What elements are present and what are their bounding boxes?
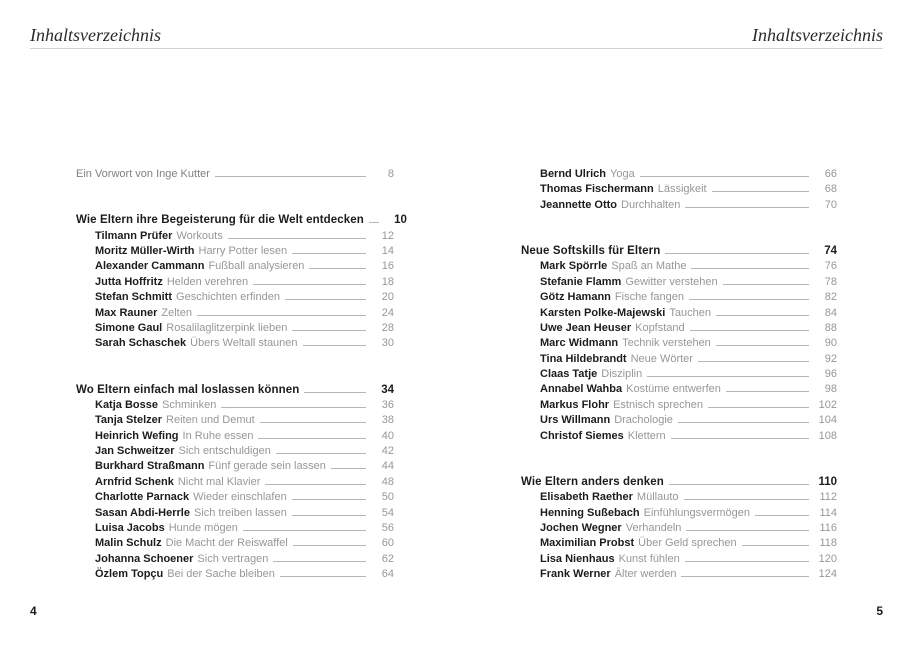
entry-topic: Sich treiben lassen: [193, 506, 287, 519]
toc-entry-row: [76, 413, 394, 428]
page-number: 36: [381, 398, 394, 411]
page-number: 12: [381, 229, 394, 242]
page-number: 108: [818, 429, 837, 442]
leader-line: [665, 252, 809, 254]
toc-entry-row: [521, 259, 837, 274]
section-title: Wo Eltern einfach mal loslassen können: [76, 383, 300, 396]
leader-line: [678, 421, 809, 423]
page-number: 88: [824, 321, 837, 334]
page-number: 116: [819, 522, 837, 535]
toc-entry-row: [76, 321, 394, 336]
toc-column-left: [76, 167, 407, 583]
page-number: 76: [824, 260, 837, 273]
entry-author: Tanja Stelzer: [95, 414, 163, 427]
page-number: 38: [381, 414, 394, 427]
page-number: 14: [381, 244, 394, 257]
leader-line: [243, 529, 366, 531]
page-number: 82: [824, 291, 837, 304]
entry-topic: Yoga: [610, 168, 635, 180]
entry-topic: Geschichten erfinden: [176, 291, 280, 304]
entry-topic: Reiten und Demut: [166, 414, 255, 427]
entry-author: Sasan Abdi-Herrle: [95, 506, 190, 519]
entry-author: Annabel Wahba: [540, 383, 623, 396]
entry-author: Malin Schulz: [95, 537, 162, 550]
entry-topic: Hunde mögen: [168, 522, 238, 535]
entry-topic: Neue Wörter: [630, 352, 693, 365]
page-number: 20: [381, 291, 394, 304]
toc-entry-row: [521, 352, 837, 367]
toc-section-row: [521, 475, 837, 490]
leader-line: [716, 314, 809, 316]
entry-author: Arnfrid Schenk: [95, 475, 174, 488]
toc-entry-row: [76, 259, 394, 274]
page-number: 114: [819, 506, 837, 519]
page-number: 98: [824, 383, 837, 396]
page-number: 8: [387, 168, 394, 180]
toc-entry-row: [76, 306, 394, 321]
page-number: 112: [819, 491, 837, 504]
page-number: 70: [824, 198, 837, 211]
toc-entry-row: [521, 382, 837, 397]
toc-section-row: [521, 244, 837, 259]
toc-entry-row: [521, 275, 837, 290]
entry-author: Burkhard Straßmann: [95, 460, 205, 473]
page-number: 110: [818, 475, 837, 488]
leader-line: [742, 544, 809, 546]
page-number: 10: [394, 214, 407, 227]
leader-line: [684, 498, 810, 500]
page-number: 124: [818, 568, 837, 581]
leader-line: [671, 437, 809, 439]
page-number: 42: [381, 445, 394, 458]
entry-topic: Schminken: [161, 398, 217, 411]
page-number: 120: [818, 552, 837, 565]
toc-entry-row: [521, 167, 837, 182]
entry-author: Stefanie Flamm: [540, 275, 622, 288]
page-number: 44: [381, 460, 394, 473]
page-number: 62: [381, 552, 394, 565]
leader-line: [273, 560, 366, 562]
page-number: 18: [381, 275, 394, 288]
toc-entry-row: [76, 229, 394, 244]
entry-author: Tina Hildebrandt: [540, 352, 627, 365]
entry-topic: Die Macht der Reiswaffel: [165, 537, 288, 550]
entry-author: Jutta Hoffritz: [95, 275, 163, 288]
entry-author: Özlem Topçu: [95, 568, 164, 581]
page-number: 90: [824, 337, 837, 350]
leader-line: [260, 421, 366, 423]
toc-entry-row: [76, 506, 394, 521]
leader-line: [712, 190, 809, 192]
entry-topic: Bei der Sache bleiben: [167, 568, 275, 581]
leader-line: [685, 560, 809, 562]
entry-author: Charlotte Parnack: [95, 491, 190, 504]
toc-entry-row: [76, 521, 394, 536]
page-number: 28: [381, 321, 394, 334]
page-number: 66: [824, 168, 837, 180]
page-number: 34: [381, 383, 394, 396]
entry-author: Karsten Polke-Majewski: [540, 306, 666, 319]
entry-topic: Nicht mal Klavier: [177, 475, 261, 488]
entry-topic: Tauchen: [669, 306, 711, 319]
leader-line: [331, 467, 366, 469]
toc-entry-row: [521, 398, 837, 413]
page-number: 50: [381, 491, 394, 504]
entry-author: Sarah Schaschek: [95, 337, 187, 350]
leader-line: [755, 514, 809, 516]
toc-entry-row: [76, 459, 394, 474]
entry-author: Maximilian Probst: [540, 537, 635, 550]
entry-topic: Fische fangen: [614, 291, 685, 304]
entry-author: Götz Hamann: [540, 291, 611, 304]
page-number: 84: [824, 306, 837, 319]
leader-line: [681, 575, 809, 577]
toc-entry-row: [521, 367, 837, 382]
toc-entry-row: [521, 429, 837, 444]
entry-author: Mark Spörrle: [540, 260, 608, 273]
toc-entry-row: [76, 475, 394, 490]
entry-topic: Klettern: [627, 429, 666, 442]
leader-line: [686, 529, 809, 531]
toc-entry-row: [521, 182, 837, 197]
page-number: 118: [819, 537, 837, 550]
entry-author: Urs Willmann: [540, 414, 611, 427]
entry-topic: Übers Weltall staunen: [190, 337, 298, 350]
entry-author: Tilmann Prüfer: [95, 229, 173, 242]
page-number: 30: [381, 337, 394, 350]
page-number: 60: [381, 537, 394, 550]
toc-entry-row: [76, 536, 394, 551]
toc-entry-row: [521, 413, 837, 428]
section-title: Wie Eltern anders denken: [521, 475, 664, 488]
toc-entry-row: [76, 244, 394, 259]
leader-line: [292, 514, 366, 516]
page-number: 78: [824, 275, 837, 288]
entry-author: Johanna Schoener: [95, 552, 194, 565]
page-number: 40: [381, 429, 394, 442]
entry-author: Bernd Ulrich: [540, 168, 607, 180]
folio-left: 4: [30, 604, 37, 618]
entry-author: Heinrich Wefing: [95, 429, 179, 442]
page-number: 24: [381, 306, 394, 319]
entry-topic: Rosalilaglitzerpink lieben: [166, 321, 288, 334]
entry-topic: Älter werden: [614, 568, 677, 581]
entry-author: Max Rauner: [95, 306, 158, 319]
page-number: 102: [818, 398, 837, 411]
toc-entry-row: [521, 567, 837, 582]
entry-topic: Disziplin: [601, 368, 643, 381]
entry-author: Marc Widmann: [540, 337, 619, 350]
page-number: 104: [818, 414, 837, 427]
leader-line: [309, 267, 366, 269]
leader-line: [669, 483, 809, 485]
entry-topic: Helden verehren: [166, 275, 249, 288]
page-number: 16: [381, 260, 394, 273]
leader-line: [647, 375, 809, 377]
entry-topic: Verhandeln: [625, 522, 682, 535]
entry-author: Jochen Wegner: [540, 522, 622, 535]
leader-line: [303, 344, 366, 346]
entry-topic: Harry Potter lesen: [198, 244, 288, 257]
entry-topic: Über Geld sprechen: [638, 537, 737, 550]
entry-author: Christof Siemes: [540, 429, 624, 442]
leader-line: [369, 221, 379, 223]
page-title-left: Inhaltsverzeichnis: [30, 25, 161, 45]
leader-line: [708, 406, 809, 408]
toc-entry-row: [521, 536, 837, 551]
entry-author: Markus Flohr: [540, 398, 610, 411]
toc-entry-row: [521, 336, 837, 351]
toc-entry-row: [521, 198, 837, 213]
entry-topic: Estnisch sprechen: [613, 398, 703, 411]
entry-topic: Lässigkeit: [657, 183, 707, 196]
entry-topic: In Ruhe essen: [182, 429, 254, 442]
toc-preface-row: [76, 167, 394, 182]
entry-topic: Kostüme entwerfen: [626, 383, 721, 396]
leader-line: [285, 298, 366, 300]
entry-author: Uwe Jean Heuser: [540, 321, 632, 334]
section-title: Neue Softskills für Eltern: [521, 244, 661, 257]
page-title-right: Inhaltsverzeichnis: [752, 25, 883, 45]
leader-line: [292, 329, 366, 331]
page-number: 96: [824, 368, 837, 381]
leader-line: [689, 298, 809, 300]
toc-entry-row: [76, 552, 394, 567]
entry-topic: Technik verstehen: [622, 337, 711, 350]
page-number: 48: [381, 475, 394, 488]
section-title: Wie Eltern ihre Begeisterung für die Welt entdecken: [76, 214, 364, 227]
entry-author: Moritz Müller-Wirth: [95, 244, 195, 257]
preface-text: Ein Vorwort von Inge Kutter: [76, 168, 210, 180]
leader-line: [691, 267, 809, 269]
page-header: [30, 26, 883, 49]
toc-entry-row: [76, 429, 394, 444]
entry-topic: Durchhalten: [621, 198, 681, 211]
entry-topic: Einfühlungsvermögen: [643, 506, 751, 519]
toc-entry-row: [76, 398, 394, 413]
folio-right: 5: [876, 604, 883, 618]
leader-line: [640, 175, 809, 177]
toc-entry-row: [521, 321, 837, 336]
entry-topic: Spaß an Mathe: [611, 260, 687, 273]
entry-author: Luisa Jacobs: [95, 522, 165, 535]
entry-author: Henning Sußebach: [540, 506, 640, 519]
leader-line: [215, 175, 366, 177]
entry-topic: Zelten: [161, 306, 192, 319]
leader-line: [726, 390, 809, 392]
entry-topic: Fünf gerade sein lassen: [208, 460, 326, 473]
entry-author: Frank Werner: [540, 568, 611, 581]
toc-entry-row: [521, 552, 837, 567]
entry-author: Claas Tatje: [540, 368, 598, 381]
leader-line: [685, 206, 809, 208]
page-number: 92: [824, 352, 837, 365]
leader-line: [293, 544, 366, 546]
leader-line: [228, 237, 366, 239]
page-number: 56: [381, 522, 394, 535]
toc-entry-row: [521, 306, 837, 321]
toc-entry-row: [76, 444, 394, 459]
leader-line: [253, 283, 366, 285]
leader-line: [292, 252, 366, 254]
entry-topic: Fußball analysieren: [208, 260, 305, 273]
toc-section-row: [76, 383, 394, 398]
entry-author: Lisa Nienhaus: [540, 552, 615, 565]
toc-entry-row: [521, 506, 837, 521]
toc-entry-row: [76, 567, 394, 582]
page-number: 68: [824, 183, 837, 196]
toc-entry-row: [76, 290, 394, 305]
entry-topic: Sich vertragen: [197, 552, 269, 565]
leader-line: [690, 329, 809, 331]
entry-topic: Drachologie: [614, 414, 673, 427]
entry-author: Simone Gaul: [95, 321, 163, 334]
leader-line: [280, 575, 366, 577]
toc-column-right: [521, 167, 837, 583]
entry-author: Katja Bosse: [95, 398, 158, 411]
page-number: 54: [381, 506, 394, 519]
toc-entry-row: [76, 490, 394, 505]
toc-entry-row: [521, 490, 837, 505]
leader-line: [723, 283, 809, 285]
entry-topic: Sich entschuldigen: [178, 445, 271, 458]
toc-entry-row: [76, 275, 394, 290]
leader-line: [265, 483, 366, 485]
entry-author: Jan Schweitzer: [95, 445, 175, 458]
toc-entry-row: [521, 290, 837, 305]
entry-topic: Gewitter verstehen: [625, 275, 718, 288]
leader-line: [292, 498, 366, 500]
page-number: 64: [381, 568, 394, 581]
toc-entry-row: [76, 336, 394, 351]
leader-line: [304, 391, 366, 393]
entry-topic: Workouts: [176, 229, 223, 242]
entry-topic: Kopfstand: [635, 321, 685, 334]
entry-topic: Kunst fühlen: [618, 552, 680, 565]
leader-line: [276, 452, 366, 454]
entry-topic: Müllauto: [636, 491, 679, 504]
leader-line: [716, 344, 809, 346]
page-number: 74: [824, 244, 837, 257]
entry-author: Alexander Cammann: [95, 260, 205, 273]
toc-section-row: [76, 213, 407, 228]
entry-author: Stefan Schmitt: [95, 291, 173, 304]
leader-line: [258, 437, 366, 439]
leader-line: [698, 360, 809, 362]
leader-line: [221, 406, 366, 408]
entry-author: Thomas Fischermann: [540, 183, 654, 196]
entry-author: Elisabeth Raether: [540, 491, 633, 504]
leader-line: [197, 314, 366, 316]
entry-topic: Wieder einschlafen: [193, 491, 287, 504]
toc-entry-row: [521, 521, 837, 536]
entry-author: Jeannette Otto: [540, 198, 618, 211]
